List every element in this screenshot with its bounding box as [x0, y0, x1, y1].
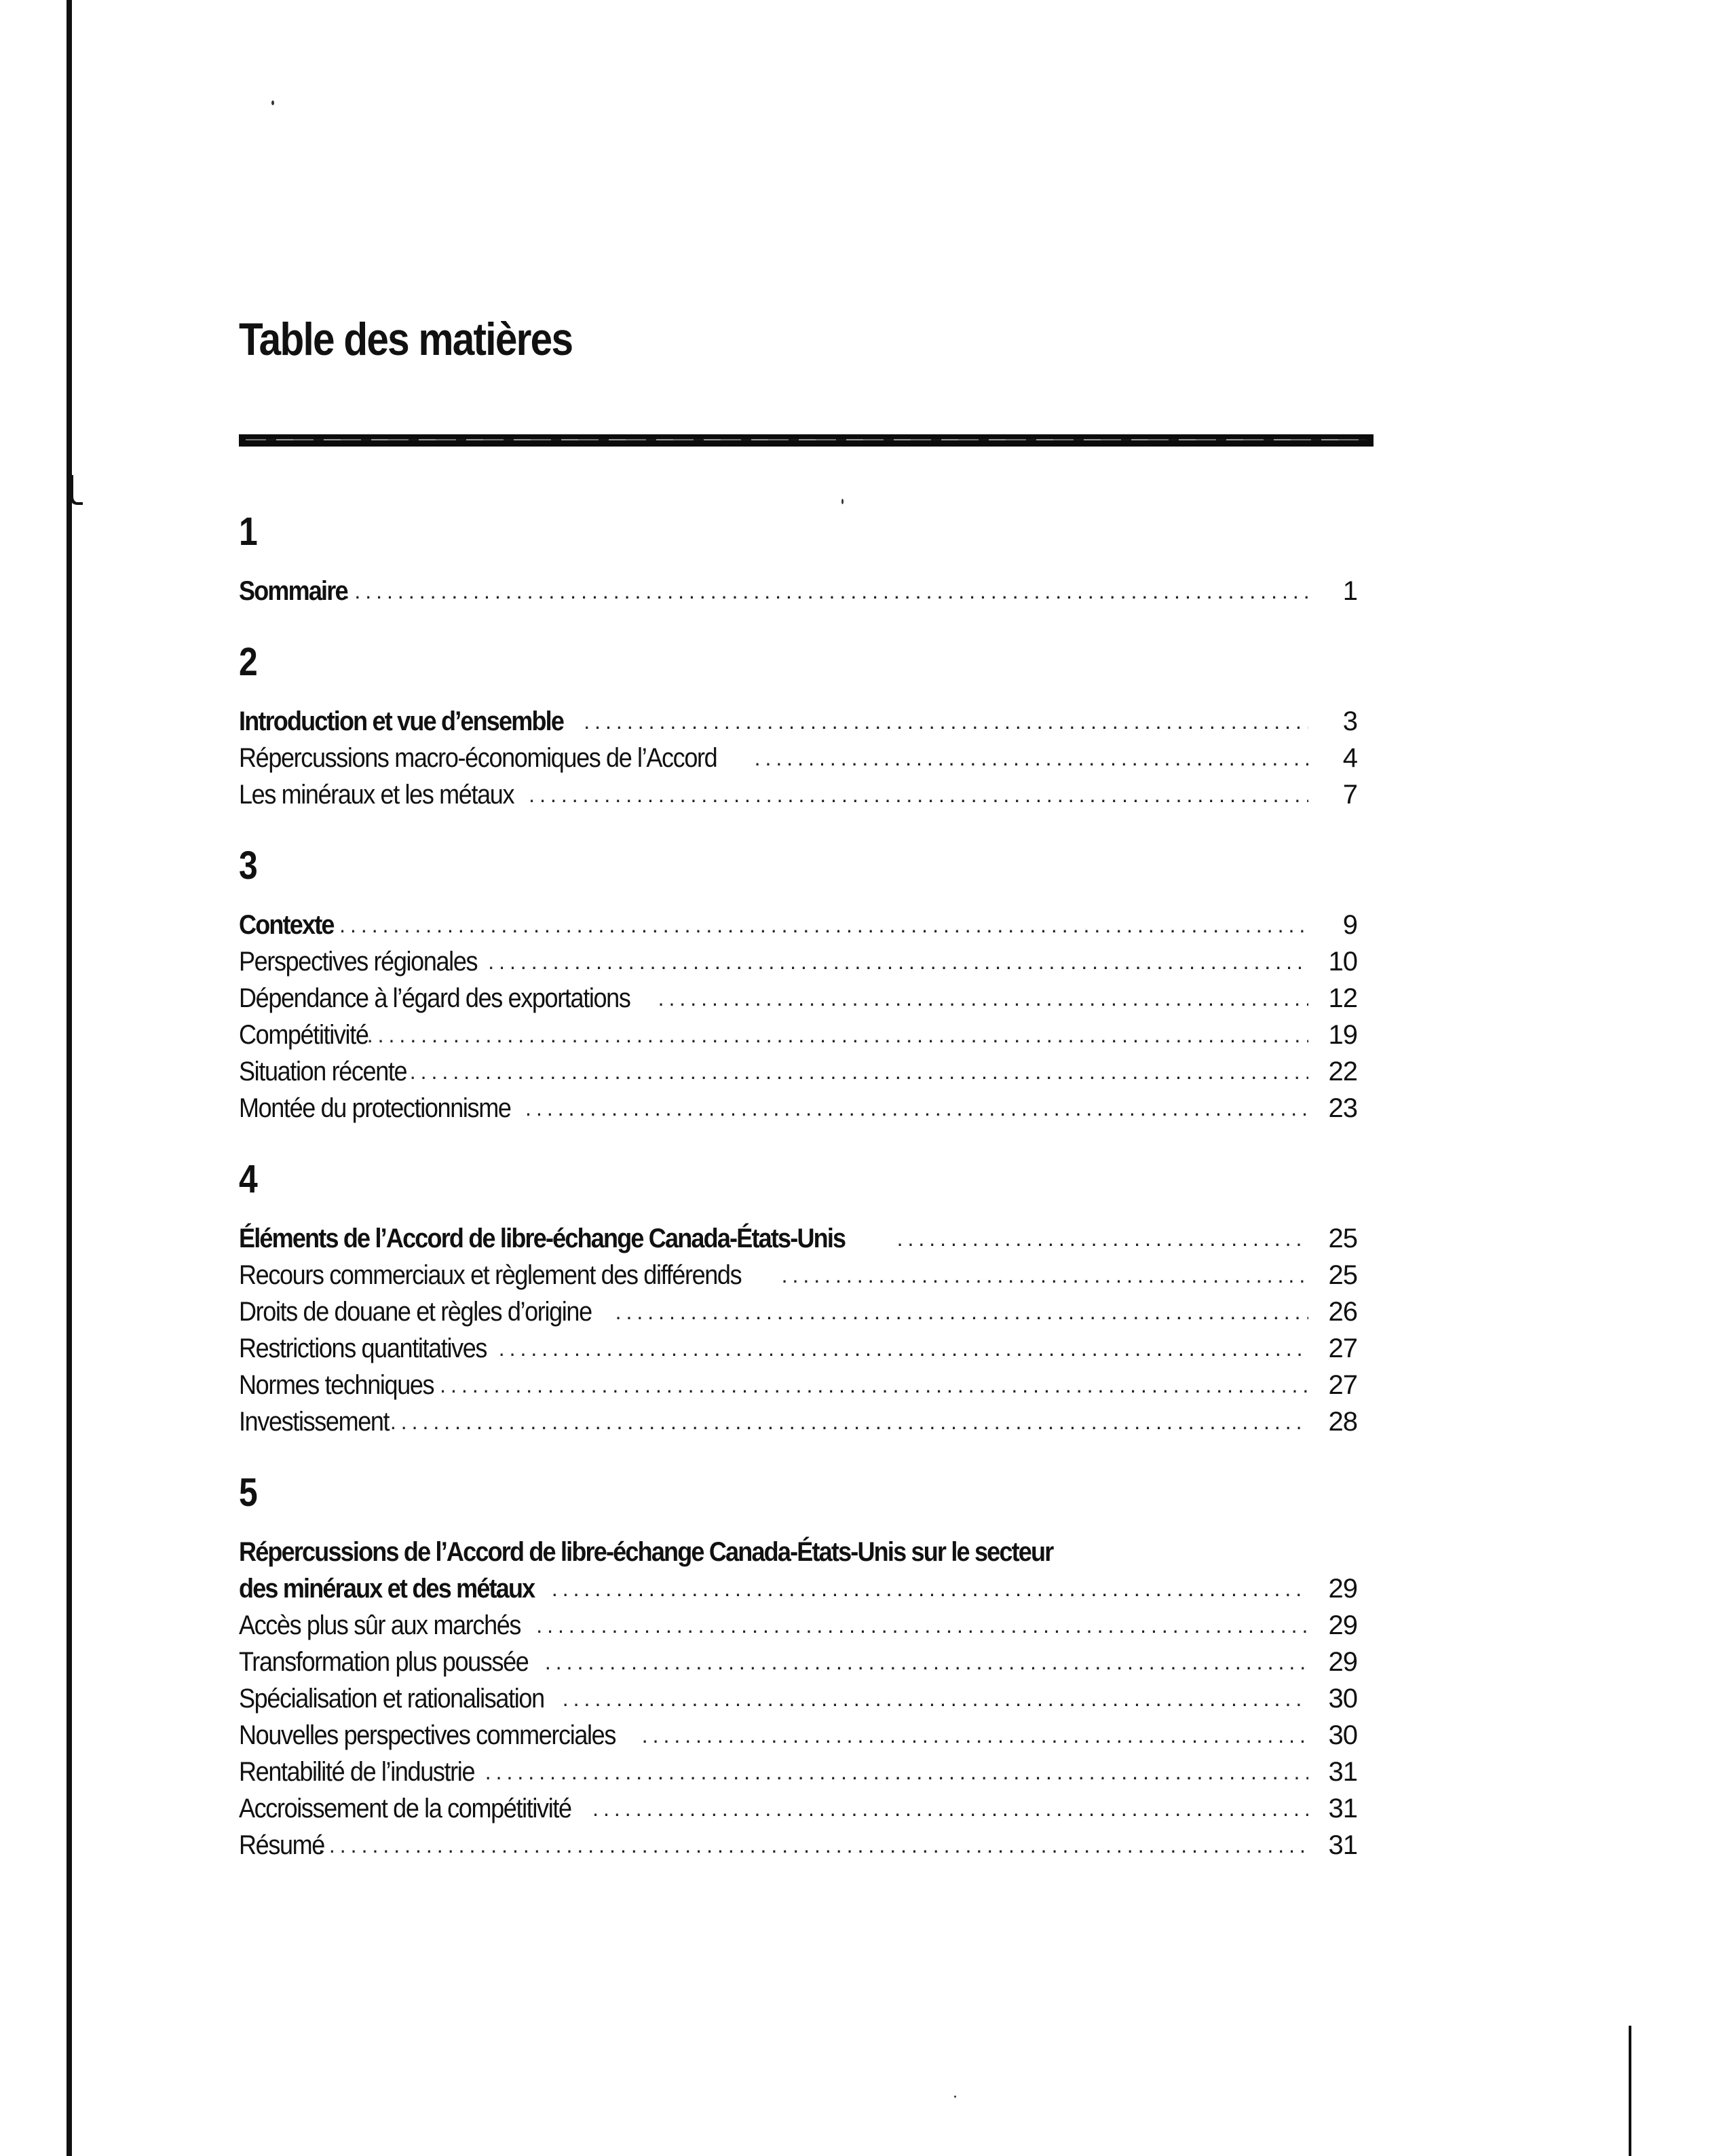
toc-entry-label: Sommaire — [239, 576, 347, 606]
toc-entry[interactable] — [239, 1090, 1357, 1127]
chapter-number: 3 — [239, 844, 258, 888]
dot-leader — [658, 980, 1308, 1017]
chapter-number: 5 — [239, 1471, 258, 1515]
scan-speck — [954, 2096, 956, 2098]
toc-entry-page: 10 — [1328, 947, 1357, 977]
toc-entry[interactable] — [239, 1330, 1357, 1367]
toc-entry[interactable] — [239, 776, 1357, 813]
toc-entry[interactable] — [239, 1257, 1357, 1293]
chapter-number: 1 — [239, 510, 258, 554]
scan-right-edge-mark — [1629, 2026, 1631, 2156]
toc-entry[interactable] — [239, 703, 1357, 740]
toc-entry-page: 30 — [1328, 1720, 1357, 1750]
chapter-entries — [239, 1220, 1357, 1440]
toc-entry[interactable] — [239, 573, 1357, 609]
dot-leader — [499, 1330, 1308, 1367]
toc-entry-label: Accès plus sûr aux marchés — [239, 1610, 521, 1640]
toc-entry-page: 29 — [1328, 1647, 1357, 1677]
chapter-number: 2 — [239, 640, 258, 684]
dot-leader — [782, 1257, 1308, 1293]
chapter-3 — [239, 843, 1357, 1127]
toc-entry-label: Droits de douane et règles d’origine — [239, 1297, 592, 1327]
toc-entry-page: 26 — [1328, 1297, 1357, 1327]
toc-entry-label: Montée du protectionnisme — [239, 1093, 511, 1123]
dot-leader — [584, 703, 1308, 740]
toc-entry-label: Perspectives régionales — [239, 947, 478, 977]
toc-entry-label: Dépendance à l’égard des exportations — [239, 983, 630, 1013]
dot-leader — [536, 1607, 1308, 1644]
toc-entry[interactable] — [239, 1754, 1357, 1790]
toc-entry-label: Rentabilité de l’industrie — [239, 1757, 475, 1787]
toc-entry[interactable] — [239, 1403, 1357, 1440]
toc-entry-page: 9 — [1342, 910, 1357, 940]
chapter-5 — [239, 1470, 1357, 1864]
toc-entry-label: Contexte — [239, 910, 334, 940]
toc-entry-page: 19 — [1328, 1020, 1357, 1050]
toc-entry-page: 31 — [1328, 1757, 1357, 1787]
dot-leader — [525, 1090, 1308, 1127]
toc-entry-label: Les minéraux et les métaux — [239, 780, 514, 810]
toc-entry-label: des minéraux et des métaux — [239, 1574, 535, 1604]
toc-entry-page: 1 — [1342, 576, 1357, 606]
toc-entry-label: Éléments de l’Accord de libre-échange Canada-États-Unis — [239, 1224, 846, 1253]
toc-entry-label: Compétitivité — [239, 1020, 368, 1050]
toc-entry-label: Spécialisation et rationalisation — [239, 1684, 544, 1714]
dot-leader — [529, 776, 1308, 813]
toc-entry[interactable] — [239, 740, 1357, 776]
dot-leader — [552, 1570, 1308, 1607]
toc-entry-page: 7 — [1342, 780, 1357, 810]
dot-leader — [440, 1367, 1308, 1403]
toc-entry-page: 23 — [1328, 1093, 1357, 1123]
toc-entry[interactable] — [239, 1790, 1357, 1827]
toc-entry[interactable] — [239, 1680, 1357, 1717]
toc-entry-page: 27 — [1328, 1334, 1357, 1363]
page-title: Table des matières — [239, 314, 573, 365]
toc-entry-label: Restrictions quantitatives — [239, 1334, 487, 1363]
dot-leader — [343, 573, 1308, 609]
toc-entry-label: Répercussions macro-économiques de l’Accord — [239, 743, 717, 773]
chapter-2 — [239, 639, 1357, 813]
toc-entry-page: 3 — [1342, 706, 1357, 736]
toc-entry-page: 27 — [1328, 1370, 1357, 1400]
toc-entry[interactable] — [239, 943, 1357, 980]
dot-leader — [485, 1754, 1308, 1790]
dot-leader — [563, 1680, 1308, 1717]
toc-entry[interactable] — [239, 1570, 1357, 1607]
chapter-entries — [239, 907, 1357, 1127]
scan-binding-edge — [67, 0, 72, 2156]
toc-entry[interactable] — [239, 1644, 1357, 1680]
toc-entry-page: 29 — [1328, 1574, 1357, 1604]
toc-entry-label: Investissement — [239, 1407, 390, 1437]
dot-leader — [616, 1293, 1308, 1330]
toc-entry-page: 25 — [1328, 1260, 1357, 1290]
toc-entry[interactable] — [239, 980, 1357, 1017]
dot-leader — [642, 1717, 1308, 1754]
dot-leader — [897, 1220, 1308, 1257]
toc-entry[interactable] — [239, 907, 1357, 943]
chapter-entries — [239, 703, 1357, 813]
toc-entry-label: Transformation plus poussée — [239, 1647, 529, 1677]
toc-entry[interactable] — [239, 1717, 1357, 1754]
toc-entry-page: 29 — [1328, 1610, 1357, 1640]
toc-entry-page: 4 — [1342, 743, 1357, 773]
toc-entry-label: Accroissement de la compétitivité — [239, 1794, 571, 1823]
toc-entry[interactable] — [239, 1293, 1357, 1330]
chapter-number: 4 — [239, 1157, 258, 1201]
dot-leader — [755, 740, 1308, 776]
chapter-1 — [239, 509, 1357, 609]
chapter-4 — [239, 1156, 1357, 1440]
toc-entry-page: 25 — [1328, 1224, 1357, 1253]
toc-entry-page: 30 — [1328, 1684, 1357, 1714]
toc-entry-label: Nouvelles perspectives commerciales — [239, 1720, 616, 1750]
dot-leader — [390, 1403, 1308, 1440]
scan-binding-mark — [69, 475, 83, 505]
toc-entry-label: Situation récente — [239, 1057, 407, 1086]
toc-entry-page: 31 — [1328, 1794, 1357, 1823]
toc-entry-page: 12 — [1328, 983, 1357, 1013]
toc-entry[interactable] — [239, 1220, 1357, 1257]
toc-entry[interactable] — [239, 1367, 1357, 1403]
dot-leader — [410, 1053, 1308, 1090]
scan-speck — [271, 100, 274, 105]
dot-leader — [318, 1827, 1308, 1864]
title-rule — [239, 434, 1374, 447]
dot-leader — [367, 1017, 1308, 1053]
toc-entry-page: 22 — [1328, 1057, 1357, 1086]
chapter-entries — [239, 573, 1357, 609]
dot-leader — [545, 1644, 1308, 1680]
dot-leader — [328, 907, 1308, 943]
toc-entry-label: Normes techniques — [239, 1370, 434, 1400]
toc-entry[interactable] — [239, 1827, 1357, 1864]
toc-entry-page: 31 — [1328, 1830, 1357, 1860]
toc-entry-label: Résumé — [239, 1830, 324, 1860]
toc-entry-heading-line[interactable]: Répercussions de l’Accord de libre-échange Canada-États-Unis sur le secteur — [239, 1537, 1053, 1567]
toc-entry-label: Introduction et vue d’ensemble — [239, 706, 564, 736]
toc-entry[interactable] — [239, 1053, 1357, 1090]
toc-entry-page: 28 — [1328, 1407, 1357, 1437]
chapter-entries — [239, 1534, 1357, 1864]
toc-entry[interactable] — [239, 1017, 1357, 1053]
table-of-contents — [239, 312, 1357, 1864]
toc-entry-label: Recours commerciaux et règlement des différends — [239, 1260, 742, 1290]
dot-leader — [592, 1790, 1308, 1827]
toc-entry[interactable] — [239, 1607, 1357, 1644]
dot-leader — [488, 943, 1308, 980]
